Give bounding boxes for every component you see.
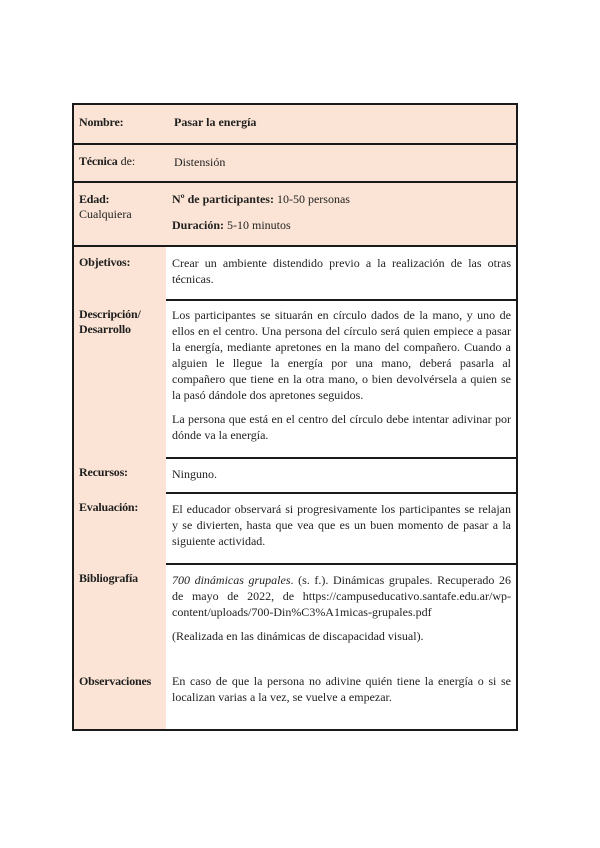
evaluacion-text: El educador observará si progresivamente los participantes se relajan y se divierten, hasta que vea que es un buen momento de pasar a la siguiente actividad. (166, 492, 516, 563)
observaciones-text: En caso de que la persona no adivine quién tiene la energía o si se localizan varias a la vez, se vuelve a empezar. (166, 666, 516, 729)
edad-value: Cualquiera (79, 207, 132, 221)
participantes: Nº de participantes: 10-50 personas (172, 192, 350, 206)
descripcion-text: Los participantes se situarán en círculo dados de la mano, y uno de ellos en el centro. Una persona del círculo será quien empiece a pasar la energía, mediante apretones en la mano del compañero. Cuando a alguien le llegue la energía por una mano, deberá pasarla al compañero que tiene en la otra mano, o bien devolvérsela a quien se la pasó dándole dos apretones seguidos. La persona que está en el centro del círculo debe intentar adivinar por dónde va la energía. (166, 299, 516, 457)
tecnica-label: Técnica de: (79, 154, 136, 168)
row-nombre (74, 105, 516, 145)
descripcion-label: Descripción/ Desarrollo (79, 307, 141, 336)
objetivos-label: Objetivos: (79, 255, 131, 269)
tecnica-value: Distensión (174, 155, 226, 169)
activity-card (72, 103, 518, 731)
row-recursos (74, 457, 516, 492)
row-descripcion (74, 299, 516, 457)
nombre-label: Nombre: (79, 115, 124, 129)
edad-label: Edad: Cualquiera (79, 192, 132, 221)
evaluacion-label: Evaluación: (79, 500, 139, 514)
nombre-value: Pasar la energía (174, 115, 257, 129)
bibliografia-text (166, 563, 516, 666)
details-section (74, 247, 516, 729)
row-edad (74, 183, 516, 247)
recursos-label: Recursos: (79, 465, 128, 479)
observaciones-label: Observaciones (79, 674, 152, 688)
edad-details (166, 183, 516, 245)
bibliografia-citation: . (s. f.). Dinámicas grupales. Recuperado 26 de mayo de 2022, de https://campuseducativo.santafe.edu.ar/wp-content/uploads/700-Din%C3%A1micas-grupales.pdf (172, 573, 511, 619)
bibliografia-note: (Realizada en las dinámicas de discapacidad visual). (172, 629, 424, 643)
bibliografia-title: 700 dinámicas grupales (172, 573, 291, 587)
bibliografia-label: Bibliografía (79, 571, 138, 585)
row-evaluacion (74, 492, 516, 563)
row-tecnica (74, 145, 516, 183)
duracion: Duración: 5-10 minutos (172, 218, 291, 232)
row-objetivos (74, 247, 516, 299)
row-bibliografia (74, 563, 516, 666)
row-observaciones (74, 666, 516, 729)
objetivos-text: Crear un ambiente distendido previo a la realización de las otras técnicas. (166, 247, 516, 299)
recursos-text: Ninguno. (166, 457, 516, 492)
